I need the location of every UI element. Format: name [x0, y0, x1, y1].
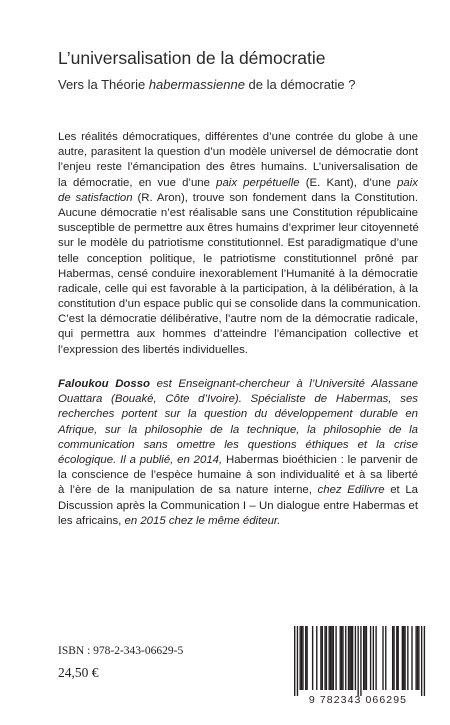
- barcode-bar: [398, 626, 399, 690]
- text-line: [58, 267, 418, 282]
- barcode-bar: [312, 626, 313, 690]
- text-run: Ouattara (Bouaké, Côte d’Ivoire). Spécialiste de Habermas, ses: [58, 393, 418, 406]
- author-biography: [58, 377, 418, 529]
- text-line: [58, 252, 418, 267]
- text-run: sur le modèle du patriotisme constitutionnel. Est paradigmatique d’une: [58, 237, 418, 250]
- barcode-bar: [403, 626, 404, 690]
- barcode-bar: [355, 626, 356, 690]
- barcode-bar: [411, 626, 412, 690]
- barcode-bar: [345, 626, 346, 690]
- text-line: [58, 236, 418, 251]
- text-run: Faloukou Dosso: [58, 378, 151, 390]
- text-line: [58, 468, 418, 483]
- text-run: autre, parasitent la question d’un modèle universel de démocratie dont: [58, 146, 418, 159]
- text-line: [58, 130, 418, 145]
- barcode-bar: [415, 626, 416, 690]
- barcode-bar: [366, 626, 367, 690]
- text-line: [58, 514, 418, 529]
- text-line: [58, 176, 418, 191]
- text-run: l’expression des libertés individuelles.: [58, 343, 248, 356]
- text-run: Habermas, censé conduire inexorablement l’Humanité à la démocratie: [58, 267, 418, 280]
- barcode-bar: [320, 626, 321, 690]
- text-run: radicale, celle qui est favorable à la participation, à la délibération, à la: [58, 282, 418, 295]
- text-line: [58, 206, 418, 221]
- text-line: [58, 221, 418, 236]
- text-run: recherches portent sur la question du développement durable en: [58, 408, 418, 421]
- barcode-bar: [300, 626, 301, 690]
- text-run: Habermas bioéthicien : le parvenir de: [226, 453, 418, 466]
- text-line: [58, 499, 418, 514]
- text-line: [58, 377, 418, 392]
- text-line: [58, 438, 418, 453]
- barcode-bar: [306, 626, 307, 690]
- barcode-bar: [301, 626, 302, 690]
- barcode-bar: [407, 626, 408, 690]
- text-line: [58, 407, 418, 422]
- barcode-bars: [290, 626, 426, 696]
- text-run: Les réalités démocratiques, différentes d’une contrée du globe à une: [58, 131, 418, 143]
- barcode-bar: [364, 626, 365, 690]
- text-run: de satisfaction: [58, 191, 133, 204]
- text-line: [58, 423, 418, 438]
- barcode-bar: [349, 626, 350, 690]
- barcode-bar: [340, 626, 341, 690]
- text-run: chez Edilivre: [317, 484, 385, 497]
- barcode-bar: [351, 626, 352, 690]
- text-run: C’est la démocratie délibérative, l’autre nom de la démocratie radicale,: [58, 313, 418, 326]
- text-run: paix perpétuelle: [216, 176, 300, 189]
- text-line: [58, 392, 418, 407]
- text-run: à l’ère de la manipulation de sa nature interne,: [58, 484, 318, 497]
- book-title: L’universalisation de la démocratie: [58, 48, 326, 68]
- text-line: [58, 282, 418, 297]
- text-run: (R. Aron), trouve son fondement dans la Constitution.: [132, 191, 418, 204]
- text-run: Afrique, sur la philosophie de la technique, la philosophie de la: [58, 423, 418, 436]
- barcode-bar: [352, 626, 353, 690]
- barcode-bar: [329, 626, 330, 690]
- text-run: la démocratie, en vue d’une: [58, 176, 217, 189]
- text-run: Aucune démocratie n’est réalisable sans une Constitution républicaine: [58, 206, 418, 219]
- text-line: [58, 312, 418, 327]
- barcode-bar: [341, 626, 342, 690]
- text-run: telle conception politique, le patriotisme constitutionnel prôné par: [58, 252, 418, 265]
- barcode-bar: [404, 626, 405, 690]
- barcode-bar: [418, 626, 419, 690]
- text-run: qui permettra aux hommes d’atteindre l’émancipation collective et: [58, 328, 418, 341]
- barcode-bar: [316, 626, 317, 690]
- text-run: est Enseignant-chercheur à l’Université Alassane: [150, 378, 418, 390]
- text-run: (E. Kant), d’une: [299, 176, 398, 189]
- barcode-bar: [331, 626, 332, 690]
- text-run: en 2015 chez le même éditeur.: [124, 514, 281, 527]
- barcode-image: [290, 626, 426, 696]
- barcode-bar: [326, 626, 327, 690]
- barcode-bar: [342, 626, 343, 690]
- barcode-bar: [370, 626, 371, 690]
- barcode-bar: [305, 626, 306, 690]
- price: 24,50 €: [58, 665, 99, 680]
- barcode-bar: [421, 626, 422, 696]
- barcode-bar: [322, 626, 323, 690]
- text-run: écologique. Il a publié, en 2014,: [58, 453, 226, 466]
- isbn: ISBN : 978-2-343-06629-5: [58, 645, 184, 657]
- barcode-bar: [357, 626, 358, 696]
- barcode-bar: [375, 626, 376, 690]
- text-line: [58, 453, 418, 468]
- text-line: [58, 343, 418, 358]
- text-line: [58, 160, 418, 175]
- text-line: [58, 191, 418, 206]
- text-run: constitution d’un espace public qui se consolide dans la communication.: [58, 298, 421, 311]
- barcode-bar: [324, 626, 325, 690]
- text-line: [58, 297, 421, 312]
- barcode-bar: [396, 626, 397, 690]
- text-line: [58, 327, 418, 342]
- barcode-bar: [360, 626, 361, 696]
- barcode-bar: [392, 626, 393, 690]
- text-run: communication sans omettre les questions éthiques et la crise: [58, 438, 418, 451]
- book-subtitle: [58, 77, 356, 92]
- barcode-bar: [335, 626, 336, 690]
- barcode-bar: [302, 626, 303, 690]
- summary-paragraph: [58, 130, 421, 358]
- barcode-bar: [385, 626, 386, 690]
- text-line: [58, 483, 418, 498]
- barcode-bar: [297, 626, 298, 696]
- text-run: susceptible de permettre aux êtres humains d’exprimer leur citoyenneté: [58, 222, 419, 235]
- barcode-bar: [330, 626, 331, 690]
- subtitle-emphasis: habermassienne: [148, 77, 245, 92]
- text-line: [58, 145, 418, 160]
- barcode-bar: [363, 626, 364, 690]
- text-run: l’enjeu reste l’émancipation des êtres humains. L’universalisation de: [58, 161, 418, 174]
- text-run: Discussion après la Communication I – Un dialogue entre Habermas et: [58, 499, 418, 512]
- barcode-bar: [424, 626, 425, 696]
- subtitle-start: Vers la Théorie: [58, 77, 149, 92]
- barcode-bar: [373, 626, 374, 690]
- barcode-bar: [333, 626, 334, 690]
- barcode-bar: [382, 626, 383, 690]
- barcode-digits: 9 782343 066295: [308, 694, 408, 706]
- barcode-bar: [402, 626, 403, 690]
- barcode-bar: [417, 626, 418, 690]
- text-run: les africains,: [58, 514, 125, 527]
- barcode-bar: [294, 626, 295, 696]
- subtitle-end: de la démocratie ?: [244, 77, 356, 92]
- text-run: paix: [397, 176, 418, 189]
- barcode-bar: [393, 626, 394, 690]
- barcode-bar: [348, 626, 349, 690]
- text-run: et La: [384, 484, 418, 497]
- text-run: la conscience de l’espèce humaine à son individualité et à sa liberté: [58, 469, 418, 482]
